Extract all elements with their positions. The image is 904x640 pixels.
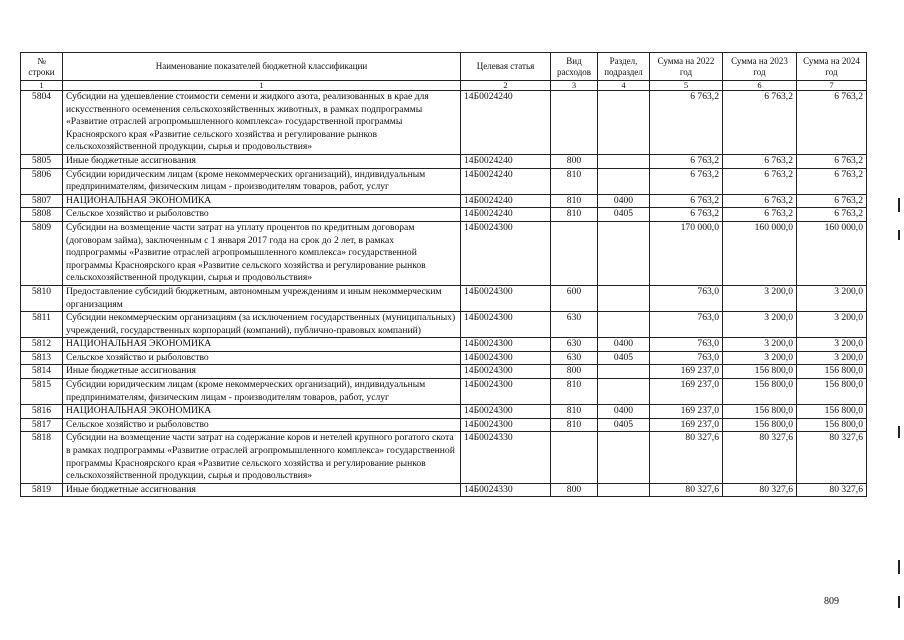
- section-cell: [598, 154, 650, 168]
- header-row-number: № строки: [21, 53, 63, 81]
- table-row: [21, 432, 867, 483]
- expense-type-cell: 810: [551, 194, 598, 208]
- target-article-cell: 14Б0024330: [461, 432, 551, 483]
- row-number-cell: 5812: [21, 338, 63, 352]
- section-cell: 0405: [598, 208, 650, 222]
- row-number-cell: 5807: [21, 194, 63, 208]
- table-body: [21, 91, 867, 497]
- expense-type-cell: 810: [551, 208, 598, 222]
- target-article-cell: 14Б0024240: [461, 208, 551, 222]
- sum-2024-cell: 156 800,0: [797, 418, 867, 432]
- expense-type-cell: [551, 432, 598, 483]
- sum-2022-cell: 6 763,2: [650, 154, 723, 168]
- sum-2024-cell: 156 800,0: [797, 379, 867, 405]
- sum-2022-cell: 169 237,0: [650, 405, 723, 419]
- indicator-name-cell: Иные бюджетные ассигнования: [63, 365, 461, 379]
- target-article-cell: 14Б0024300: [461, 418, 551, 432]
- sum-2024-cell: 160 000,0: [797, 221, 867, 285]
- expense-type-cell: 810: [551, 168, 598, 194]
- table-row: [21, 154, 867, 168]
- expense-type-cell: 800: [551, 483, 598, 497]
- row-number-cell: 5814: [21, 365, 63, 379]
- header-sum-2023: Сумма на 2023 год: [723, 53, 797, 81]
- table-row: [21, 405, 867, 419]
- sum-2022-cell: 6 763,2: [650, 208, 723, 222]
- indicator-name-cell: Иные бюджетные ассигнования: [63, 154, 461, 168]
- header-section: Раздел, подраздел: [598, 53, 650, 81]
- budget-table: [20, 52, 867, 497]
- table-row: [21, 338, 867, 352]
- column-number: 5: [650, 81, 723, 91]
- scan-edge-mark: [898, 198, 900, 212]
- target-article-cell: 14Б0024330: [461, 483, 551, 497]
- row-number-cell: 5805: [21, 154, 63, 168]
- sum-2022-cell: 763,0: [650, 285, 723, 311]
- table-row: [21, 221, 867, 285]
- target-article-cell: 14Б0024300: [461, 312, 551, 338]
- expense-type-cell: 810: [551, 379, 598, 405]
- sum-2022-cell: 80 327,6: [650, 432, 723, 483]
- section-cell: [598, 432, 650, 483]
- indicator-name-cell: Сельское хозяйство и рыболовство: [63, 418, 461, 432]
- indicator-name-cell: Предоставление субсидий бюджетным, автономным учреждениям и иным некоммерческим организациям: [63, 285, 461, 311]
- sum-2023-cell: 80 327,6: [723, 483, 797, 497]
- target-article-cell: 14Б0024300: [461, 351, 551, 365]
- sum-2022-cell: 80 327,6: [650, 483, 723, 497]
- sum-2023-cell: 6 763,2: [723, 194, 797, 208]
- column-number: 6: [723, 81, 797, 91]
- table-row: [21, 483, 867, 497]
- section-cell: 0400: [598, 405, 650, 419]
- row-number-cell: 5819: [21, 483, 63, 497]
- sum-2024-cell: 3 200,0: [797, 312, 867, 338]
- sum-2024-cell: 80 327,6: [797, 432, 867, 483]
- sum-2023-cell: 156 800,0: [723, 365, 797, 379]
- indicator-name-cell: НАЦИОНАЛЬНАЯ ЭКОНОМИКА: [63, 338, 461, 352]
- table-row: [21, 418, 867, 432]
- column-number: 1: [21, 81, 63, 91]
- scan-edge-mark: [898, 560, 900, 574]
- table-row: [21, 379, 867, 405]
- expense-type-cell: [551, 91, 598, 155]
- sum-2023-cell: 156 800,0: [723, 418, 797, 432]
- expense-type-cell: 630: [551, 351, 598, 365]
- column-number: 1: [63, 81, 461, 91]
- sum-2022-cell: 6 763,2: [650, 194, 723, 208]
- sum-2023-cell: 3 200,0: [723, 285, 797, 311]
- scan-edge-mark: [898, 230, 900, 240]
- indicator-name-cell: Субсидии на возмещение части затрат на уплату процентов по кредитным договорам (договорам займа), заключенным с 1 января 2017 года на срок до 2 лет, в рамках подпрограммы «Развитие отраслей агропромышленного комплекса» государственной программы Красноярского края «Развитие сельского хозяйства и регулирование рынков сельскохозяйственной продукции, сырья и продовольствия»: [63, 221, 461, 285]
- expense-type-cell: 630: [551, 338, 598, 352]
- sum-2023-cell: 3 200,0: [723, 351, 797, 365]
- column-number: 4: [598, 81, 650, 91]
- table-row: [21, 208, 867, 222]
- sum-2024-cell: 3 200,0: [797, 351, 867, 365]
- sum-2024-cell: 156 800,0: [797, 365, 867, 379]
- sum-2022-cell: 763,0: [650, 312, 723, 338]
- target-article-cell: 14Б0024240: [461, 91, 551, 155]
- indicator-name-cell: НАЦИОНАЛЬНАЯ ЭКОНОМИКА: [63, 194, 461, 208]
- row-number-cell: 5816: [21, 405, 63, 419]
- sum-2023-cell: 3 200,0: [723, 312, 797, 338]
- page-number: 809: [824, 596, 839, 607]
- row-number-cell: 5809: [21, 221, 63, 285]
- row-number-cell: 5804: [21, 91, 63, 155]
- table-row: [21, 285, 867, 311]
- sum-2022-cell: 169 237,0: [650, 365, 723, 379]
- expense-type-cell: 810: [551, 418, 598, 432]
- table-row: [21, 168, 867, 194]
- table-row: [21, 351, 867, 365]
- indicator-name-cell: Субсидии юридическим лицам (кроме некоммерческих организаций), индивидуальным предпринимателям, физическим лицам - производителям товаров, работ, услуг: [63, 168, 461, 194]
- sum-2023-cell: 6 763,2: [723, 208, 797, 222]
- indicator-name-cell: Субсидии юридическим лицам (кроме некоммерческих организаций), индивидуальным предпринимателям, физическим лицам - производителям товаров, работ, услуг: [63, 379, 461, 405]
- table-row: [21, 365, 867, 379]
- row-number-cell: 5815: [21, 379, 63, 405]
- sum-2022-cell: 6 763,2: [650, 91, 723, 155]
- table-row: [21, 194, 867, 208]
- target-article-cell: 14Б0024300: [461, 221, 551, 285]
- section-cell: [598, 285, 650, 311]
- header-indicator-name: Наименование показателей бюджетной классификации: [63, 53, 461, 81]
- target-article-cell: 14Б0024300: [461, 379, 551, 405]
- section-cell: [598, 379, 650, 405]
- indicator-name-cell: НАЦИОНАЛЬНАЯ ЭКОНОМИКА: [63, 405, 461, 419]
- section-cell: [598, 221, 650, 285]
- sum-2024-cell: 80 327,6: [797, 483, 867, 497]
- table-header-row: [21, 53, 867, 81]
- sum-2023-cell: 160 000,0: [723, 221, 797, 285]
- expense-type-cell: 630: [551, 312, 598, 338]
- section-cell: [598, 91, 650, 155]
- row-number-cell: 5806: [21, 168, 63, 194]
- indicator-name-cell: Субсидии некоммерческим организациям (за исключением государственных (муниципальных) учреждений, государственных корпораций (компаний), публично-правовых компаний): [63, 312, 461, 338]
- row-number-cell: 5810: [21, 285, 63, 311]
- sum-2022-cell: 763,0: [650, 338, 723, 352]
- sum-2022-cell: 6 763,2: [650, 168, 723, 194]
- table-row: [21, 91, 867, 155]
- sum-2024-cell: 6 763,2: [797, 154, 867, 168]
- sum-2023-cell: 156 800,0: [723, 405, 797, 419]
- column-number: 3: [551, 81, 598, 91]
- row-number-cell: 5818: [21, 432, 63, 483]
- target-article-cell: 14Б0024240: [461, 154, 551, 168]
- sum-2023-cell: 3 200,0: [723, 338, 797, 352]
- sum-2024-cell: 156 800,0: [797, 405, 867, 419]
- sum-2022-cell: 169 237,0: [650, 418, 723, 432]
- section-cell: [598, 365, 650, 379]
- header-target-article: Целевая статья: [461, 53, 551, 81]
- row-number-cell: 5817: [21, 418, 63, 432]
- indicator-name-cell: Сельское хозяйство и рыболовство: [63, 351, 461, 365]
- sum-2024-cell: 6 763,2: [797, 168, 867, 194]
- sum-2023-cell: 80 327,6: [723, 432, 797, 483]
- target-article-cell: 14Б0024240: [461, 194, 551, 208]
- indicator-name-cell: Сельское хозяйство и рыболовство: [63, 208, 461, 222]
- header-sum-2022: Сумма на 2022 год: [650, 53, 723, 81]
- row-number-cell: 5811: [21, 312, 63, 338]
- sum-2023-cell: 156 800,0: [723, 379, 797, 405]
- expense-type-cell: 810: [551, 405, 598, 419]
- row-number-cell: 5808: [21, 208, 63, 222]
- header-expense-type: Вид расходов: [551, 53, 598, 81]
- expense-type-cell: [551, 221, 598, 285]
- section-cell: 0405: [598, 351, 650, 365]
- column-number: 7: [797, 81, 867, 91]
- sum-2024-cell: 6 763,2: [797, 194, 867, 208]
- row-number-cell: 5813: [21, 351, 63, 365]
- sum-2024-cell: 3 200,0: [797, 338, 867, 352]
- section-cell: 0400: [598, 338, 650, 352]
- header-sum-2024: Сумма на 2024 год: [797, 53, 867, 81]
- indicator-name-cell: Субсидии на удешевление стоимости семени и жидкого азота, реализованных в крае для искусственного осеменения сельскохозяйственных животных, в рамках подпрограммы «Развитие отраслей агропромышленного комплекса» государственной программы Красноярского края «Развитие сельского хозяйства и регулирование рынков сельскохозяйственной продукции, сырья и продовольствия»: [63, 91, 461, 155]
- indicator-name-cell: Субсидии на возмещение части затрат на содержание коров и нетелей крупного рогатого скота в рамках подпрограммы «Развитие отраслей агропромышленного комплекса» государственной программы Красноярского края «Развитие сельского хозяйства и регулирование рынков сельскохозяйственной продукции, сырья и продовольствия»: [63, 432, 461, 483]
- sum-2022-cell: 170 000,0: [650, 221, 723, 285]
- sum-2022-cell: 169 237,0: [650, 379, 723, 405]
- expense-type-cell: 800: [551, 365, 598, 379]
- target-article-cell: 14Б0024300: [461, 405, 551, 419]
- section-cell: [598, 168, 650, 194]
- sum-2024-cell: 6 763,2: [797, 91, 867, 155]
- column-numbering-row: [21, 81, 867, 91]
- table-row: [21, 312, 867, 338]
- section-cell: 0400: [598, 194, 650, 208]
- sum-2022-cell: 763,0: [650, 351, 723, 365]
- sum-2024-cell: 6 763,2: [797, 208, 867, 222]
- scan-edge-mark: [898, 426, 900, 438]
- target-article-cell: 14Б0024300: [461, 365, 551, 379]
- target-article-cell: 14Б0024300: [461, 338, 551, 352]
- indicator-name-cell: Иные бюджетные ассигнования: [63, 483, 461, 497]
- expense-type-cell: 600: [551, 285, 598, 311]
- section-cell: [598, 483, 650, 497]
- section-cell: 0405: [598, 418, 650, 432]
- sum-2023-cell: 6 763,2: [723, 91, 797, 155]
- column-number: 2: [461, 81, 551, 91]
- section-cell: [598, 312, 650, 338]
- sum-2023-cell: 6 763,2: [723, 168, 797, 194]
- target-article-cell: 14Б0024240: [461, 168, 551, 194]
- expense-type-cell: 800: [551, 154, 598, 168]
- sum-2024-cell: 3 200,0: [797, 285, 867, 311]
- sum-2023-cell: 6 763,2: [723, 154, 797, 168]
- scan-edge-mark: [898, 596, 900, 608]
- target-article-cell: 14Б0024300: [461, 285, 551, 311]
